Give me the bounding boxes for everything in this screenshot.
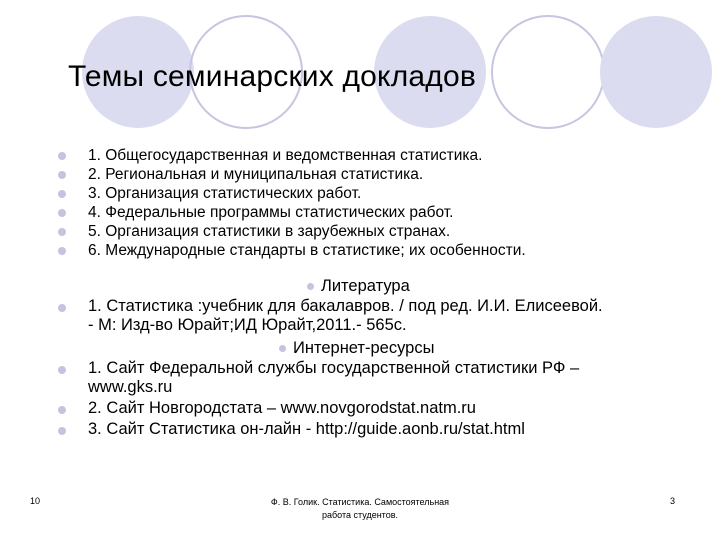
bullet-icon (58, 247, 66, 255)
circle-deco-4 (492, 16, 604, 128)
bullet-icon (58, 406, 66, 414)
literature-heading: Литература (307, 276, 607, 297)
internet-list (58, 359, 658, 441)
bullet-icon (58, 228, 66, 236)
list-item: 1. Сайт Федеральной службы государственной статистики РФ – www.gks.ru (58, 359, 658, 397)
bullet-icon (307, 283, 314, 290)
list-item: 2. Региональная и муниципальная статистика. (58, 165, 678, 184)
bullet-icon (279, 345, 286, 352)
list-item: 5. Организация статистики в зарубежных странах. (58, 222, 678, 241)
bullet-icon (58, 427, 66, 435)
bullet-icon (58, 209, 66, 217)
list-item: 1. Общегосударственная и ведомственная статистика. (58, 146, 678, 165)
footer-page-number: 3 (670, 496, 676, 506)
list-item: 2. Сайт Новгородстата – www.novgorodstat.natm.ru (58, 399, 658, 418)
bullet-icon (58, 171, 66, 179)
slide-title: Темы семинарских докладов (68, 60, 477, 93)
literature-list (58, 297, 678, 337)
footer-left-number: 10 (30, 496, 41, 506)
footer-center-text: Ф. В. Голик. Статистика. Самостоятельная работа студентов. (270, 497, 450, 520)
list-item: 6. Международные стандарты в статистике; их особенности. (58, 241, 678, 260)
circle-deco-5 (600, 16, 712, 128)
internet-heading: Интернет-ресурсы (279, 338, 579, 359)
bullet-icon (58, 304, 66, 312)
topics-list (58, 146, 678, 260)
bullet-icon (58, 152, 66, 160)
bullet-icon (58, 190, 66, 198)
bullet-icon (58, 366, 66, 374)
list-item: 3. Сайт Статистика он-лайн - http://guide.aonb.ru/stat.html (58, 420, 658, 439)
list-item: 3. Организация статистических работ. (58, 184, 678, 203)
list-item: 4. Федеральные программы статистических работ. (58, 203, 678, 222)
list-item: 1. Статистика :учебник для бакалавров. / под ред. И.И. Елисеевой. - М: Изд-во Юрайт;ИД Юрайт,2011.- 565с. (58, 297, 678, 335)
